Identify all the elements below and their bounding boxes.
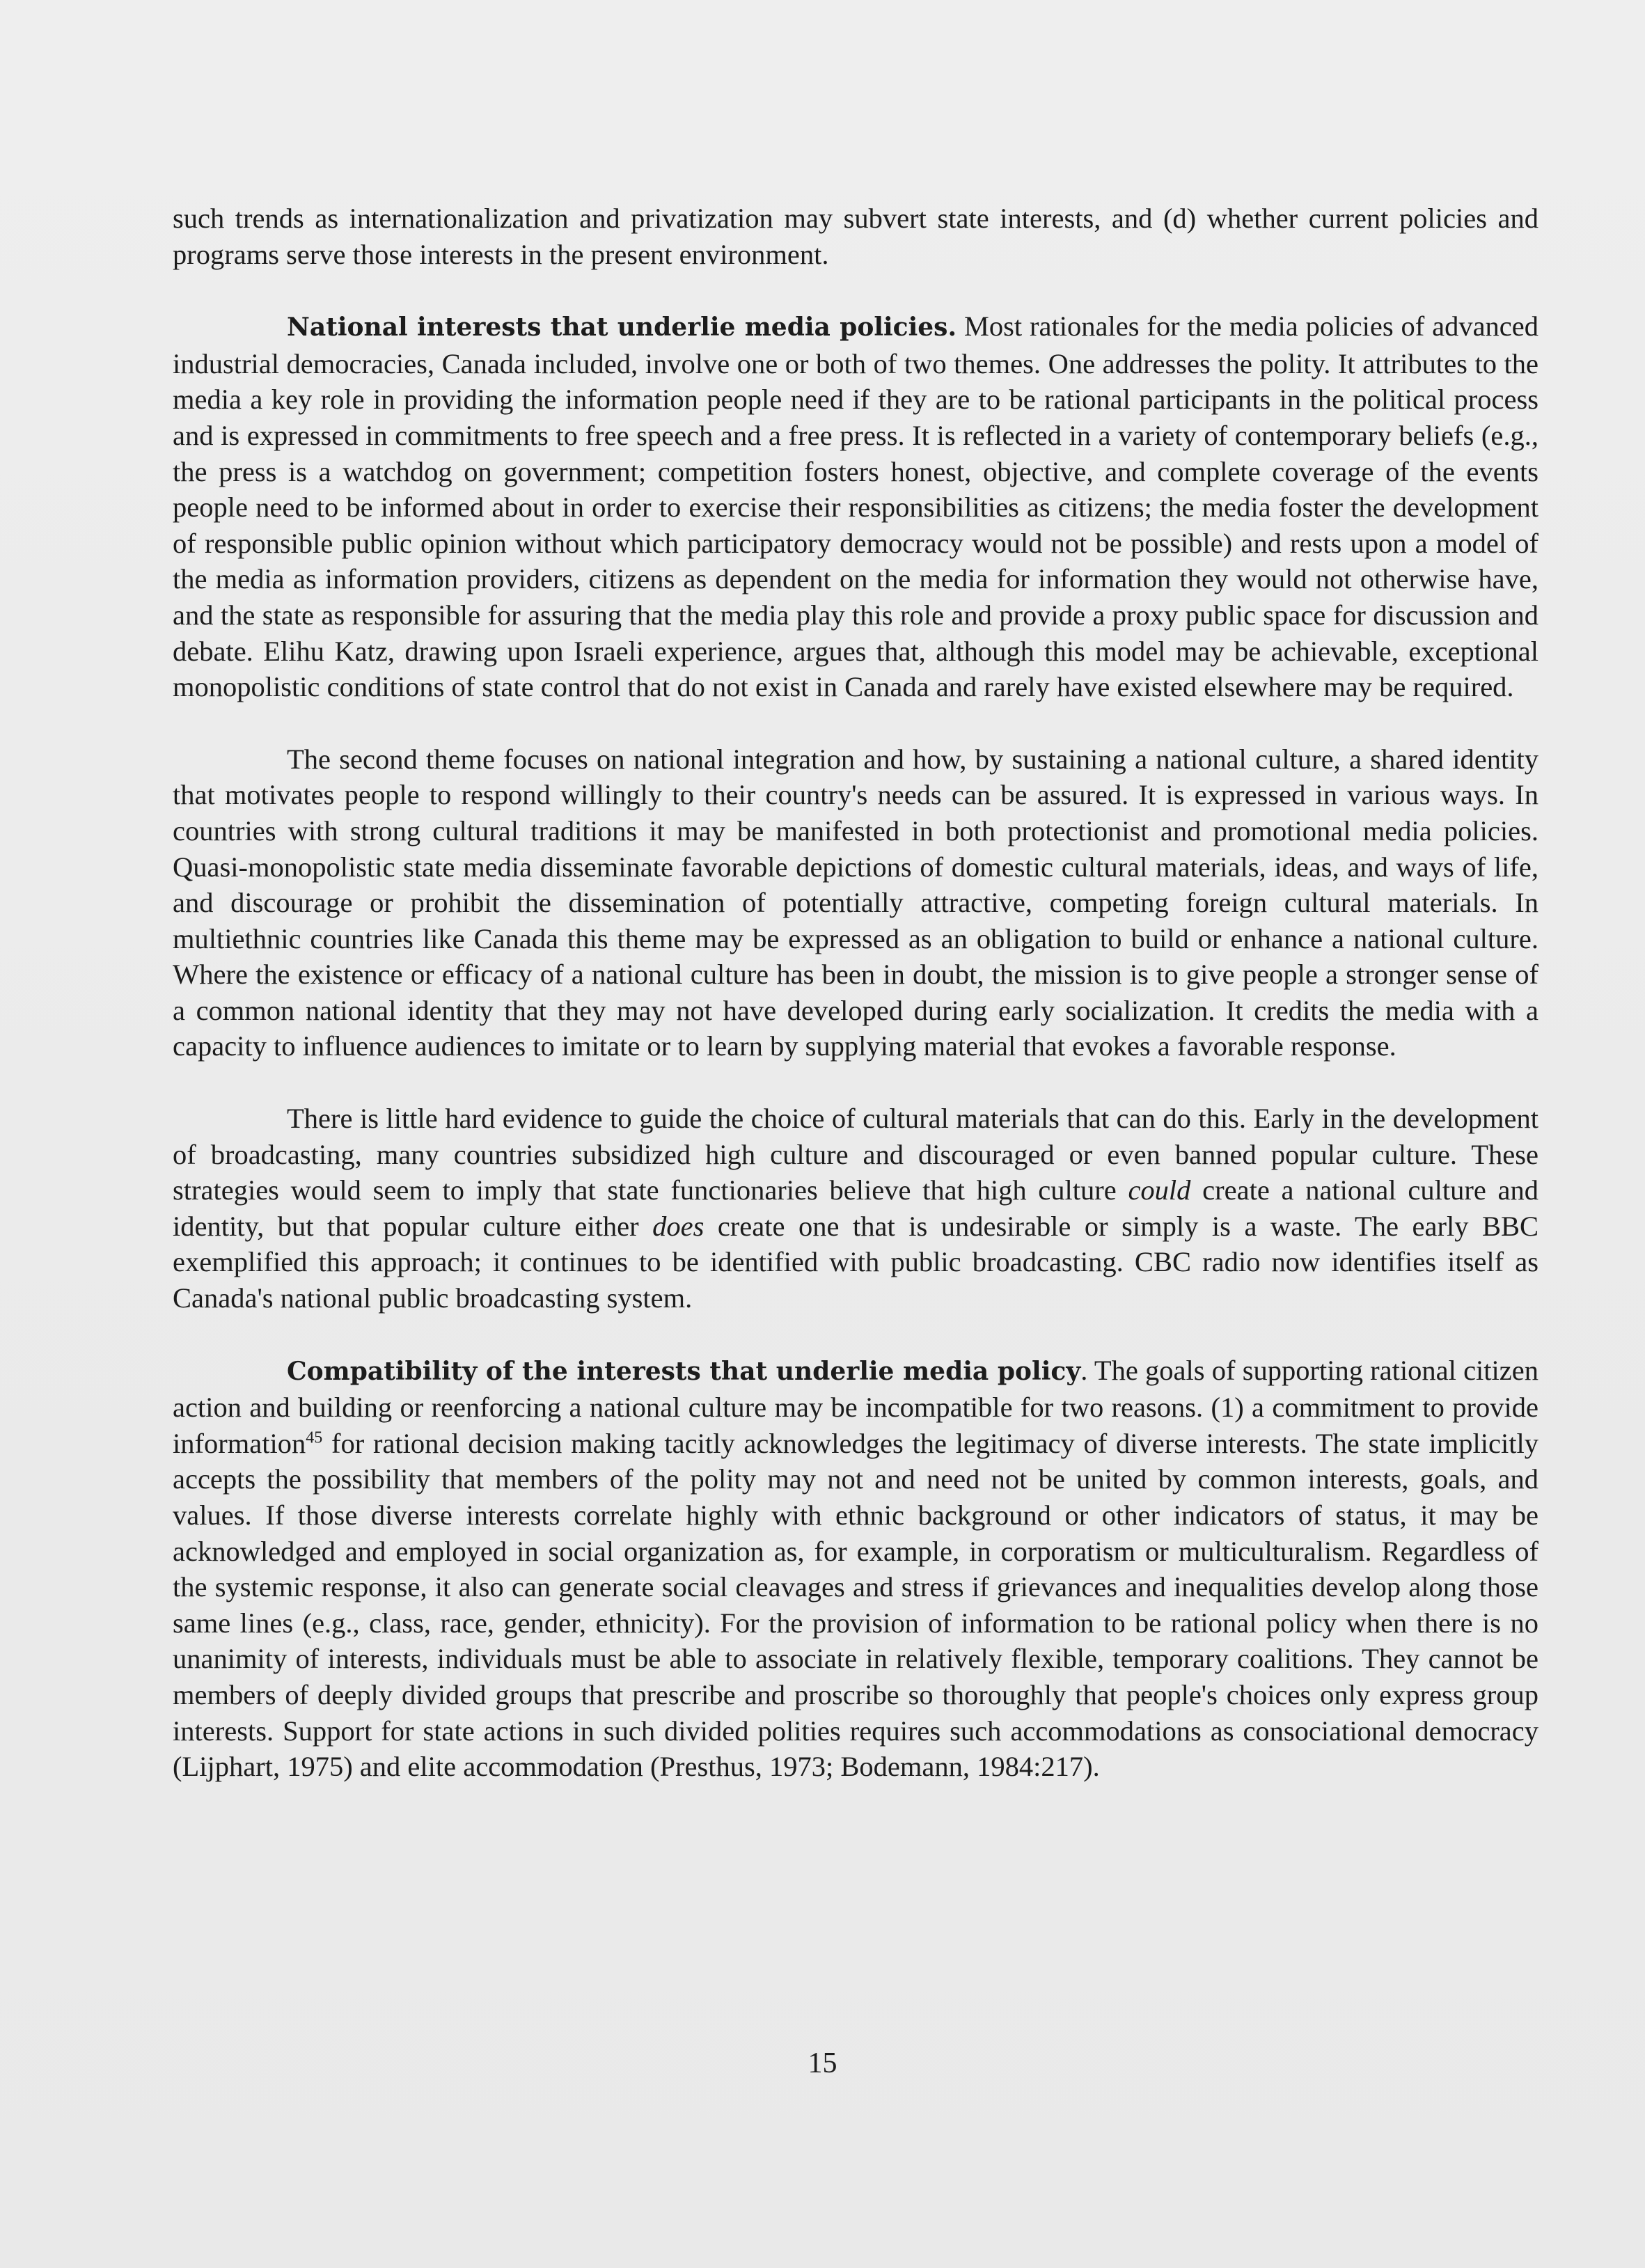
paragraph-text: The second theme focuses on national integration and how, by sustaining a national culture, a shared identity that motivates people to respond willingly to their country's needs can be assured. It is expressed in various ways. In countries with strong cultural traditions it may be manifested in both protectionist and promotional media policies. Quasi-monopolistic state media disseminate favorable depictions of domestic cultural materials, ideas, and ways of life, and discourage or prohibit the dissemination of potentially attractive, competing foreign cultural materials. In multiethnic countries like Canada this theme may be expressed as an obligation to build or enhance a national culture. Where the existence or efficacy of a national culture has been in doubt, the mission is to give people a stronger sense of a common national identity that they may not have developed during early socialization. It credits the media with a capacity to influence audiences to imitate or to learn by supplying material that evokes a favorable response. bbox=[173, 743, 1538, 1062]
paragraph-continued bbox=[173, 200, 1538, 272]
paragraph-text: for rational decision making tacitly acknowledges the legitimacy of diverse interests. The state implicitly accepts the possibility that members of the polity may not and need not be united by common interests, goals, and values. If those diverse interests correlate highly with ethnic background or other indicators of status, it may be acknowledged and employed in social organization as, for example, in corporatism or multiculturalism. Regardless of the systemic response, it also can generate social cleavages and stress if grievances and inequalities develop along those same lines (e.g., class, race, gender, ethnicity). For the provision of information to be rational policy when there is no unanimity of interests, individuals must be able to associate in relatively flexible, temporary coalitions. They cannot be members of deeply divided groups that prescribe and proscribe so thoroughly that people's choices only express group interests. Support for state actions in such divided polities requires such accommodations as consociational democracy (Lijphart, 1975) and elite accommodation (Presthus, 1973; Bodemann, 1984:217). bbox=[173, 1427, 1538, 1783]
paragraph-text: There is little hard evidence to guide the choice of cultural materials that can do this. Early in the development of broadcasting, many countries subsidized high culture and discouraged or even banned popular culture. These strategies would seem to imply that state functionaries believe that high culture bbox=[173, 1103, 1538, 1206]
body-text bbox=[173, 200, 1538, 1785]
section-heading: National interests that underlie media policies. bbox=[287, 313, 957, 342]
paragraph-second-theme bbox=[173, 741, 1538, 1064]
paragraph-compatibility bbox=[173, 1353, 1538, 1785]
paragraph-text: . The goals of supporting rational citizen action and building or reenforcing a national culture may be incompatible for two reasons. (1) a commitment to provide information bbox=[173, 1354, 1539, 1459]
paragraph-text: create one that is undesirable or simply is a waste. The early BBC exemplified this approach; it continues to be identified with public broadcasting. CBC radio now identifies itself as Canada's national public broadcasting system. bbox=[173, 1210, 1538, 1314]
paragraph-text: create a national culture and identity, but that popular culture either bbox=[173, 1174, 1538, 1242]
paragraph-national-interests bbox=[173, 308, 1538, 705]
page-number: 15 bbox=[808, 2047, 837, 2079]
section-heading: Compatibility of the interests that underlie media policy bbox=[287, 1356, 1081, 1386]
paragraph-text: Most rationales for the media policies of advanced industrial democracies, Canada included, involve one or both of two themes. One addresses the polity. It attributes to the media a key role in providing the information people need if they are to be rational participants in the political process and is expressed in commitments to free speech and a free press. It is reflected in a variety of contemporary beliefs (e.g., the press is a watchdog on government; competition fosters honest, objective, and complete coverage of the events people need to be informed about in order to exercise their responsibilities as citizens; the media foster the development of responsible public opinion without which participatory democracy would not be possible) and rests upon a model of the media as information providers, citizens as dependent on the media for information they would not otherwise have, and the state as responsible for assuring that the media play this role and provide a proxy public space for discussion and debate. Elihu Katz, drawing upon Israeli experience, argues that, although this model may be achievable, exceptional monopolistic conditions of state control that do not exist in Canada and rarely have existed elsewhere may be required. bbox=[173, 310, 1539, 703]
footnote-marker[interactable]: 45 bbox=[306, 1428, 323, 1447]
paragraph-hard-evidence bbox=[173, 1101, 1538, 1316]
emphasis-text: does bbox=[652, 1210, 705, 1242]
paragraph-text: such trends as internationalization and privatization may subvert state interests, and (d) whether current policies and programs serve those interests in the present environment. bbox=[173, 203, 1538, 270]
emphasis-text: could bbox=[1128, 1174, 1191, 1206]
